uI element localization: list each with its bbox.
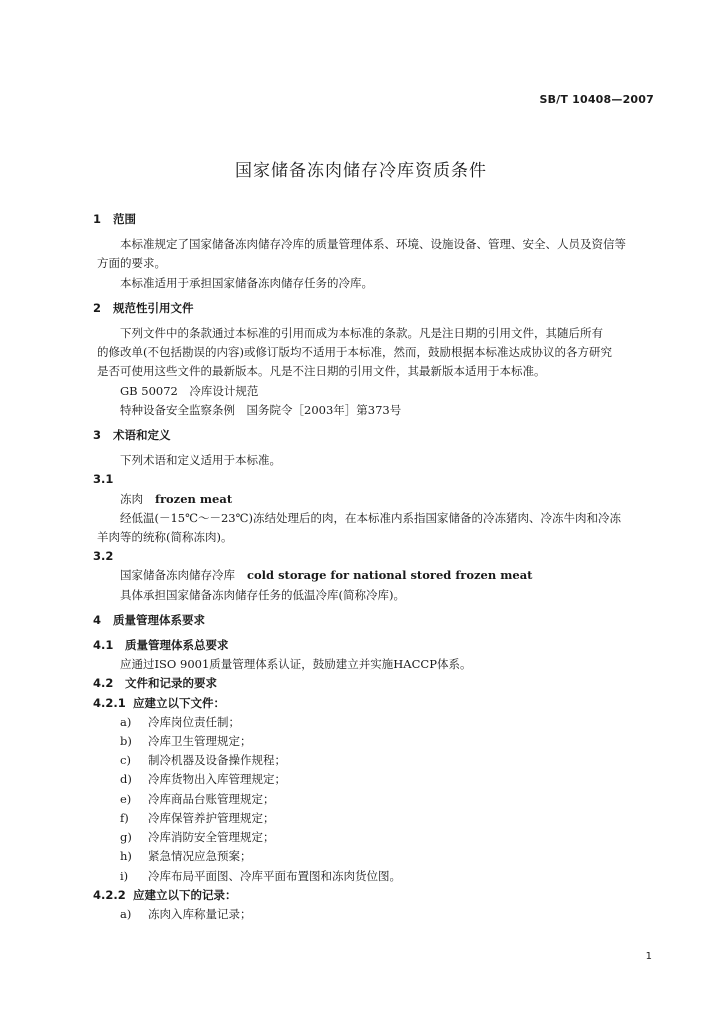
document-title: 国家储备冻肉储存冷库资质条件: [235, 161, 487, 181]
list-item: f) 冷库保管养护管理规定；: [120, 810, 275, 825]
list-item: b) 冷库卫生管理规定；: [120, 734, 252, 749]
list-item: g) 冷库消防安全管理规定；: [120, 830, 275, 845]
term-entry: [97, 566, 671, 585]
list-item: a) 冻肉入库称量记录；: [120, 906, 252, 921]
section-3-heading: 3 术语和定义: [93, 428, 171, 443]
term-number: 3.1: [93, 472, 114, 487]
record-list: [97, 905, 671, 924]
list-item: a) 冷库岗位责任制；: [120, 714, 240, 729]
subsection-heading: 4.1 质量管理体系总要求: [93, 638, 229, 653]
list-item: c) 制冷机器及设备操作规程；: [120, 753, 286, 768]
paragraph: 本标准规定了国家储备冻肉储存冷库的质量管理体系、环境、设施设备、管理、安全、人员及资信等: [120, 237, 626, 252]
paragraph: 是否可使用这些文件的最新版本。凡是不注日期的引用文件，其最新版本适用于本标准。: [97, 364, 546, 379]
section-4-heading: 4 质量管理体系要求: [93, 612, 205, 627]
list-item: i) 冷库布局平面图、冷库平面布置图和冻肉货位图。: [120, 868, 401, 883]
document-body: [93, 210, 671, 924]
reference-item: 特种设备安全监察条例 国务院令［2003年］第373号: [120, 402, 402, 417]
term-english: frozen meat: [155, 491, 233, 506]
term-chinese: 冻肉: [120, 491, 143, 506]
term-chinese: 国家储备冻肉储存冷库: [120, 568, 235, 583]
term-definition: 经低温(－15℃～－23℃)冻结处理后的肉，在本标准内系指国家储备的冷冻猪肉、冷冻牛肉和冷冻: [120, 510, 621, 525]
document-list: [97, 713, 671, 886]
list-item: e) 冷库商品台账管理规定；: [120, 791, 275, 806]
paragraph: 的修改单(不包括勘误的内容)或修订版均不适用于本标准，然而，鼓励根据本标准达成协议的各方研究: [97, 345, 612, 360]
term-entry: [97, 490, 671, 509]
list-item: d) 冷库货物出入库管理规定；: [120, 772, 286, 787]
reference-item: GB 50072 冷库设计规范: [120, 383, 259, 398]
standard-code: SB/T 10408—2007: [539, 93, 654, 106]
paragraph: 本标准适用于承担国家储备冻肉储存任务的冷库。: [120, 275, 373, 290]
section-2-heading: 2 规范性引用文件: [93, 300, 194, 315]
paragraph: 方面的要求。: [97, 256, 166, 271]
paragraph: 下列文件中的条款通过本标准的引用而成为本标准的条款。凡是注日期的引用文件，其随后所有: [120, 326, 603, 341]
term-definition: 具体承担国家储备冻肉储存任务的低温冷库(简称冷库)。: [120, 587, 405, 602]
term-number: 3.2: [93, 549, 114, 564]
list-item: h) 紧急情况应急预案；: [120, 849, 252, 864]
paragraph: 下列术语和定义适用于本标准。: [120, 453, 281, 468]
subsection-heading: 4.2.2 应建立以下的记录：: [93, 887, 237, 902]
paragraph: 应通过ISO 9001质量管理体系认证，鼓励建立并实施HACCP体系。: [120, 657, 472, 672]
term-definition: 羊肉等的统称(简称冻肉)。: [97, 530, 233, 545]
subsection-heading: 4.2.1 应建立以下文件：: [93, 695, 225, 710]
term-english: cold storage for national stored frozen meat: [247, 568, 533, 583]
section-1-heading: 1 范围: [93, 212, 136, 226]
page-number: 1: [645, 951, 652, 962]
subsection-heading: 4.2 文件和记录的要求: [93, 676, 217, 691]
